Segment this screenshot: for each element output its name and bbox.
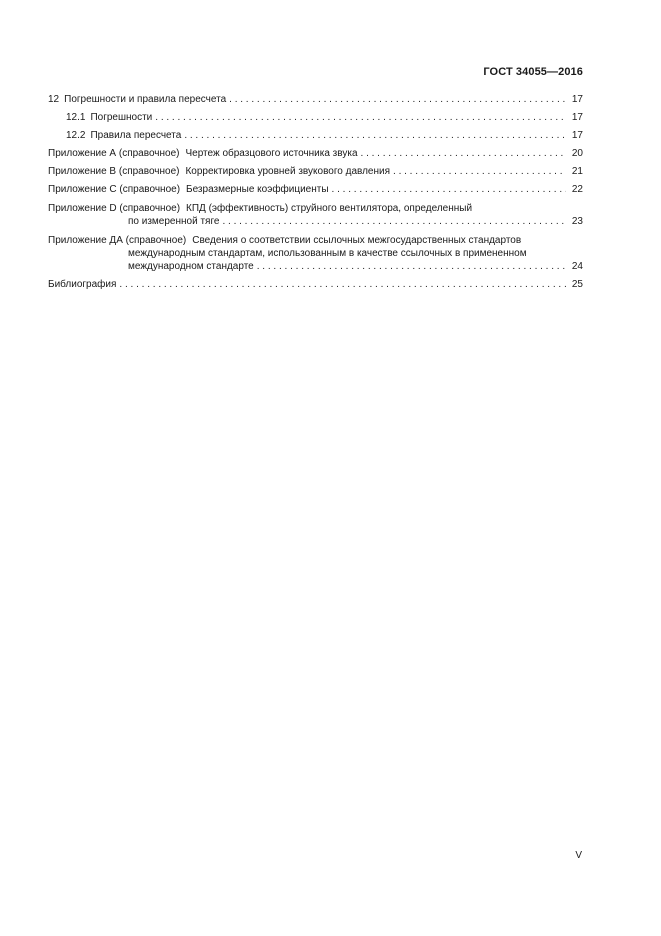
toc-entry-title-line: по измеренной тяге bbox=[128, 216, 220, 227]
toc-entry-title-line: международным стандартам, использованным в качестве ссылочных в примененном bbox=[128, 248, 527, 259]
toc-entry-number: 12.1 bbox=[66, 112, 86, 123]
toc-entry-section-12-1[interactable] bbox=[48, 112, 583, 124]
toc-entry-title-line: международном стандарте bbox=[128, 261, 254, 272]
toc-entry-section-12[interactable] bbox=[48, 94, 583, 106]
toc-entry-annex-c[interactable] bbox=[48, 184, 583, 196]
toc-entry-title: Корректировка уровней звукового давления bbox=[185, 166, 391, 177]
toc-entry-page: 20 bbox=[571, 148, 583, 159]
toc-entry-annex-da[interactable] bbox=[48, 234, 583, 273]
toc-entry-title-line: КПД (эффективность) струйного вентилятора, определенный bbox=[186, 203, 473, 214]
toc-entry-title: Библиография bbox=[48, 279, 117, 290]
toc-entry-section-12-2[interactable] bbox=[48, 130, 583, 142]
toc-entry-number: 12.2 bbox=[66, 130, 86, 141]
toc-entry-annex-d[interactable] bbox=[48, 202, 583, 228]
toc-entry-number: 12 bbox=[48, 94, 60, 105]
annex-label: Приложение В (справочное) bbox=[48, 166, 180, 177]
toc-entry-bibliography[interactable] bbox=[48, 279, 583, 291]
toc-entry-title: Чертеж образцового источника звука bbox=[185, 148, 358, 159]
dot-leader bbox=[119, 279, 566, 291]
toc-entry-page: 17 bbox=[571, 112, 583, 123]
toc-entry-annex-b[interactable] bbox=[48, 166, 583, 178]
dot-leader bbox=[184, 130, 566, 142]
document-code: ГОСТ 34055—2016 bbox=[483, 66, 583, 78]
dot-leader bbox=[332, 184, 566, 196]
toc-entry-annex-a[interactable] bbox=[48, 148, 583, 160]
dot-leader bbox=[361, 148, 566, 160]
annex-label: Приложение С (справочное) bbox=[48, 184, 181, 195]
annex-label: Приложение ДА (справочное) bbox=[48, 235, 187, 246]
toc-entry-page: 25 bbox=[571, 279, 583, 290]
toc-entry-page: 24 bbox=[571, 261, 583, 272]
toc-entry-title: Безразмерные коэффициенты bbox=[186, 184, 329, 195]
toc-entry-title: Погрешности и правила пересчета bbox=[64, 94, 227, 105]
dot-leader bbox=[155, 112, 566, 124]
toc-entry-page: 23 bbox=[571, 216, 583, 227]
toc-entry-page: 17 bbox=[571, 94, 583, 105]
toc-entry-title-line: Сведения о соответствии ссылочных межгосударственных стандартов bbox=[192, 235, 522, 246]
annex-label: Приложение D (справочное) bbox=[48, 203, 181, 214]
toc-entry-title: Погрешности bbox=[90, 112, 153, 123]
toc-entry-page: 17 bbox=[571, 130, 583, 141]
dot-leader bbox=[257, 260, 566, 273]
annex-label: Приложение А (справочное) bbox=[48, 148, 180, 159]
dot-leader bbox=[222, 215, 566, 228]
toc-entry-title: Правила пересчета bbox=[90, 130, 182, 141]
table-of-contents bbox=[48, 94, 583, 297]
dot-leader bbox=[393, 166, 566, 178]
page-number: V bbox=[575, 850, 582, 861]
toc-entry-page: 21 bbox=[571, 166, 583, 177]
dot-leader bbox=[229, 94, 566, 106]
toc-entry-page: 22 bbox=[571, 184, 583, 195]
